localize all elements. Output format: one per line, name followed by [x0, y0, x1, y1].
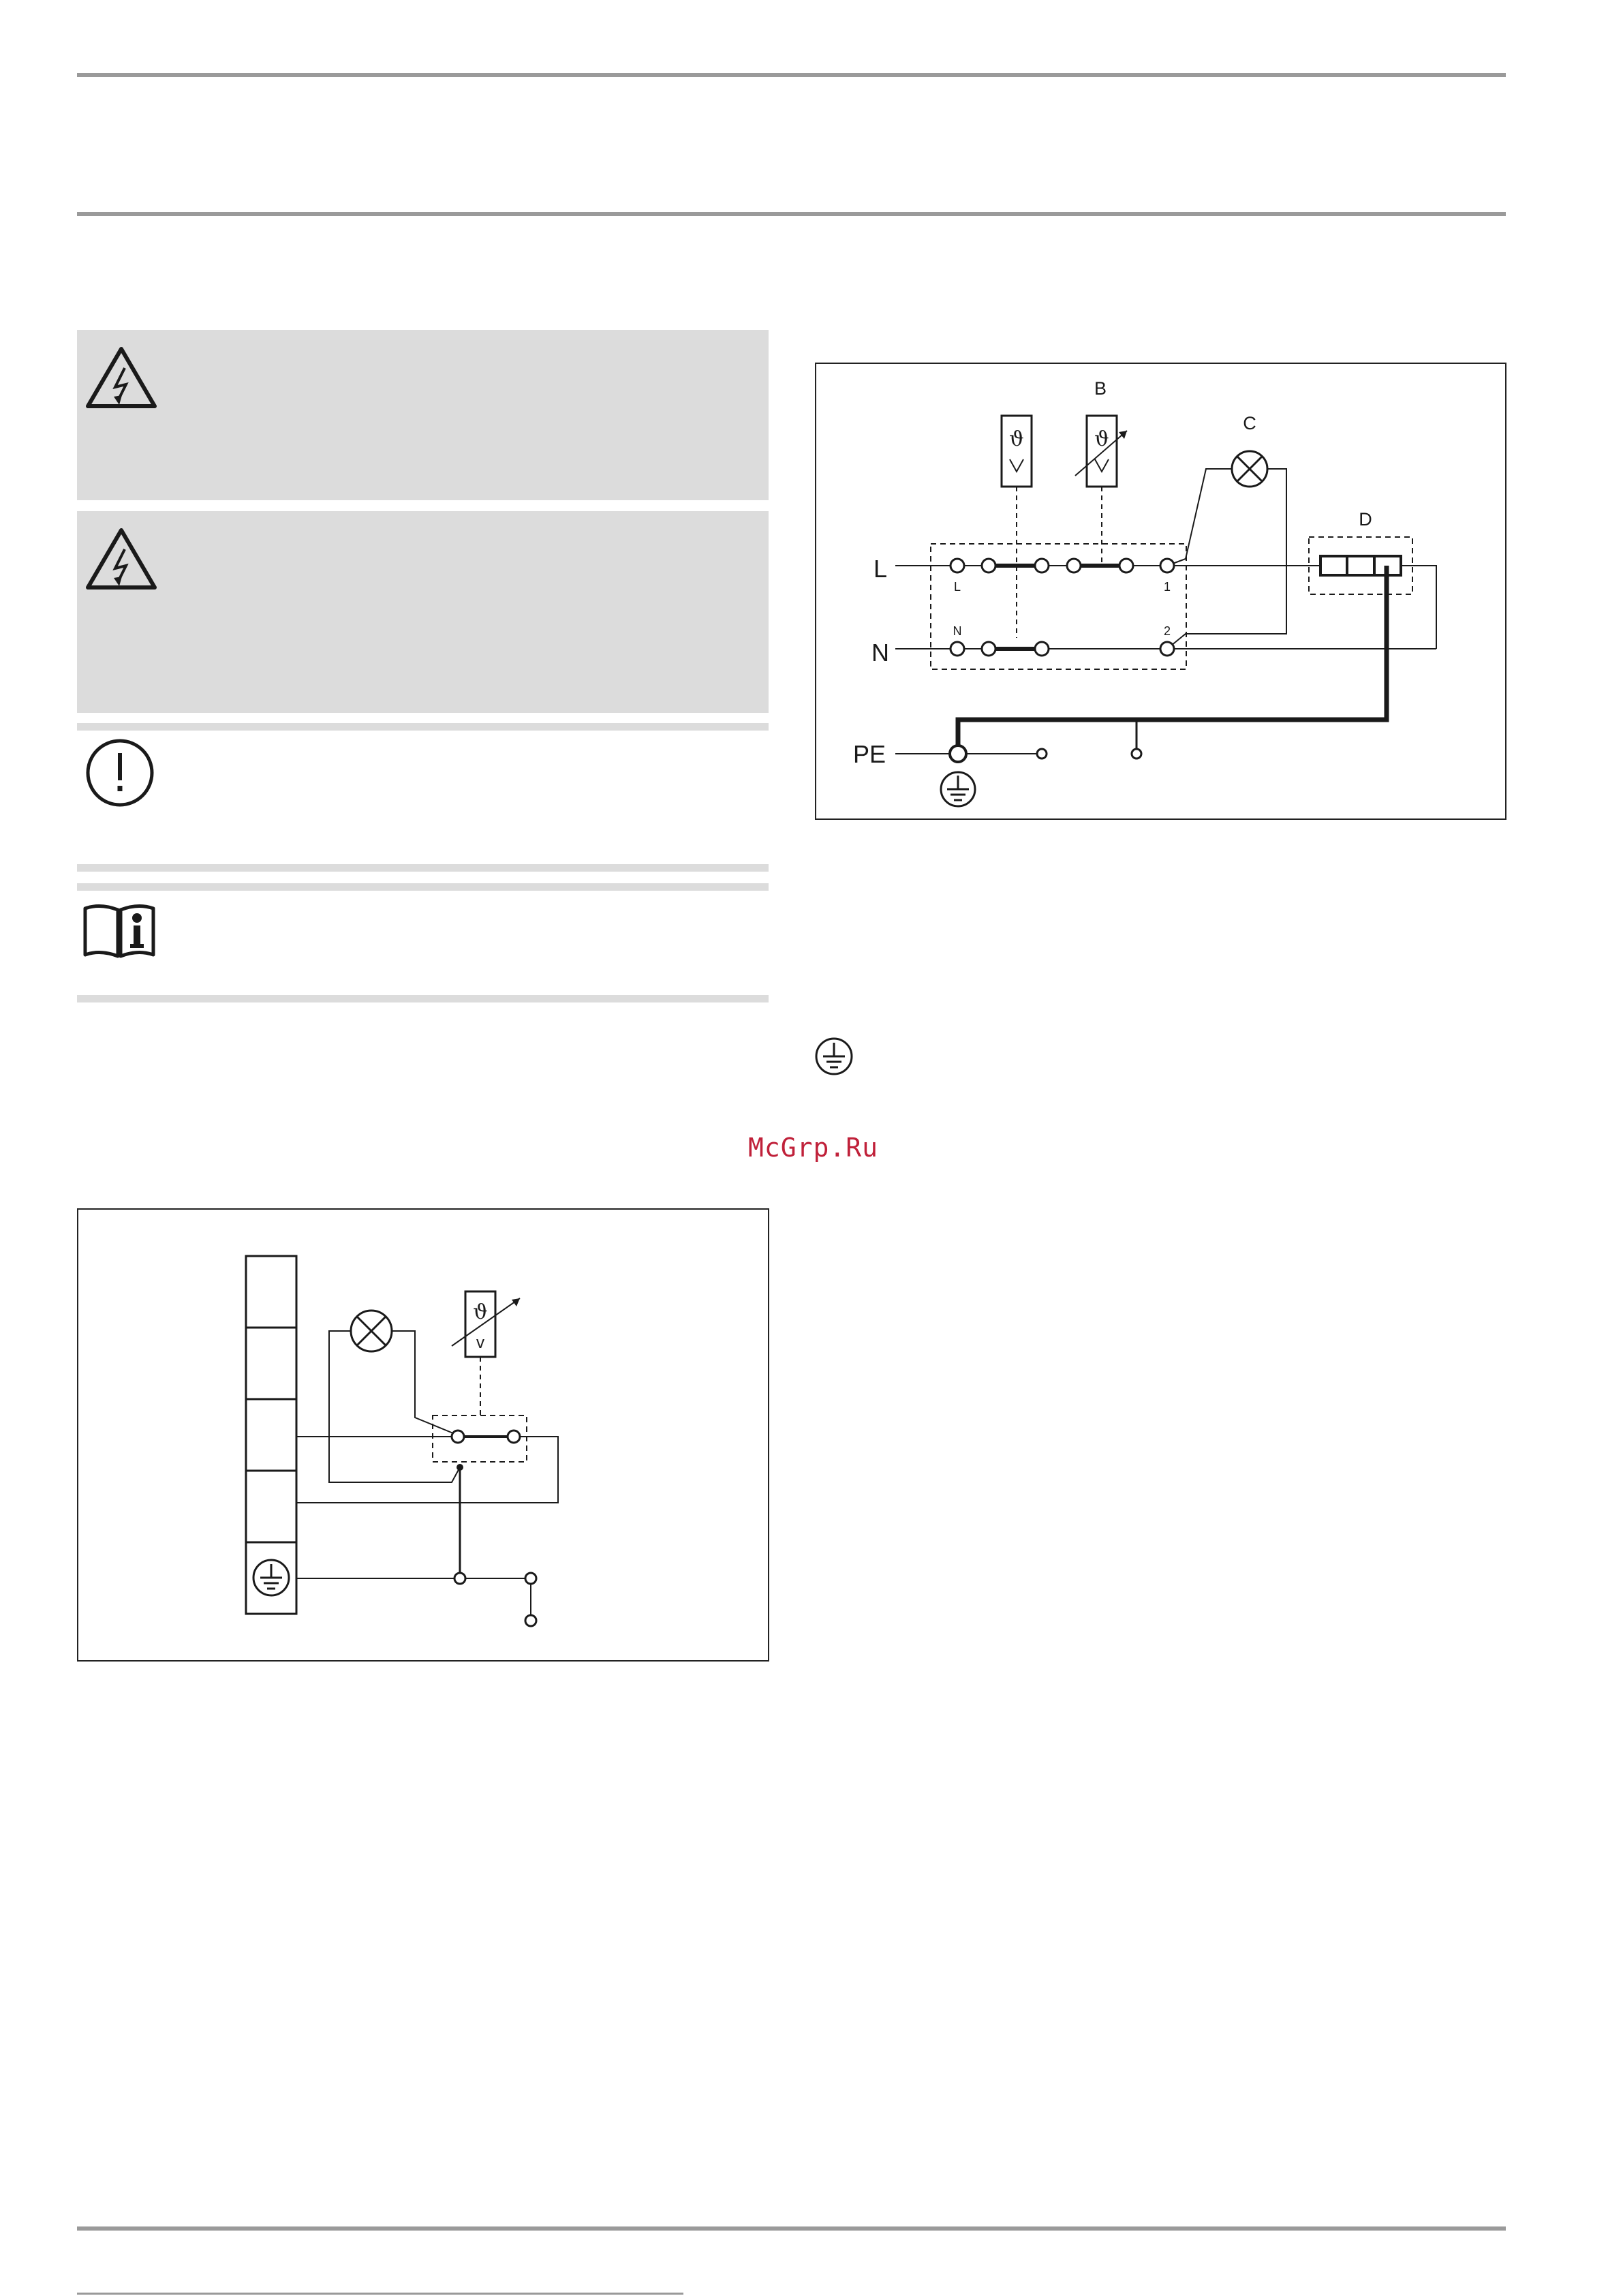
label-b: B: [1094, 378, 1107, 399]
svg-text:ϑ: ϑ: [1094, 427, 1109, 451]
watermark: McGrp.Ru: [748, 1133, 879, 1163]
connection-diagram-panel: [77, 1208, 769, 1662]
high-voltage-warning-icon: [84, 525, 159, 593]
header-rule-top: [77, 73, 1506, 77]
danger-notice-box-1: [77, 330, 769, 500]
wiring-diagram-panel: [815, 363, 1506, 820]
label-d: D: [1359, 509, 1372, 530]
info-notice-top-bar: [77, 883, 769, 891]
header-rule-bottom: [77, 212, 1506, 216]
info-notice-bottom-bar: [77, 995, 769, 1002]
control-thermostat: [1075, 416, 1127, 487]
thermostat-mark: v: [476, 1334, 484, 1352]
terminal-contacts: [950, 559, 1174, 656]
terminal-label-1: 1: [1163, 580, 1171, 594]
svg-text:ϑ: ϑ: [1009, 427, 1024, 451]
terminal-label-l: L: [953, 580, 961, 594]
strip-earth-symbol: [253, 1560, 289, 1595]
caution-notice-top-bar: [77, 723, 769, 731]
footer-rule: [77, 2226, 1506, 2231]
high-voltage-warning-icon: [84, 343, 159, 412]
connection-diagram: [78, 1210, 771, 1663]
manual-info-icon: [81, 902, 157, 959]
label-line: L: [873, 555, 888, 583]
indicator-lamp: [351, 1311, 392, 1351]
exclamation-circle-icon: [84, 737, 156, 809]
thermostat: [452, 1291, 520, 1357]
svg-text:ϑ: ϑ: [473, 1300, 488, 1324]
safety-thermostat: [1002, 416, 1032, 487]
label-c: C: [1243, 413, 1256, 433]
label-neutral: N: [871, 639, 889, 667]
label-pe: PE: [852, 740, 886, 768]
indicator-lamp: [1232, 451, 1267, 487]
footer-edge-line: [77, 2293, 683, 2295]
terminal-label-2: 2: [1163, 624, 1171, 638]
earth-symbol-in-diagram: [941, 772, 975, 806]
protective-earth-icon: [814, 1036, 854, 1077]
wiring-diagram: [816, 364, 1508, 821]
caution-notice-bottom-bar: [77, 864, 769, 872]
danger-notice-box-2: [77, 511, 769, 713]
terminal-label-n: N: [953, 624, 962, 638]
